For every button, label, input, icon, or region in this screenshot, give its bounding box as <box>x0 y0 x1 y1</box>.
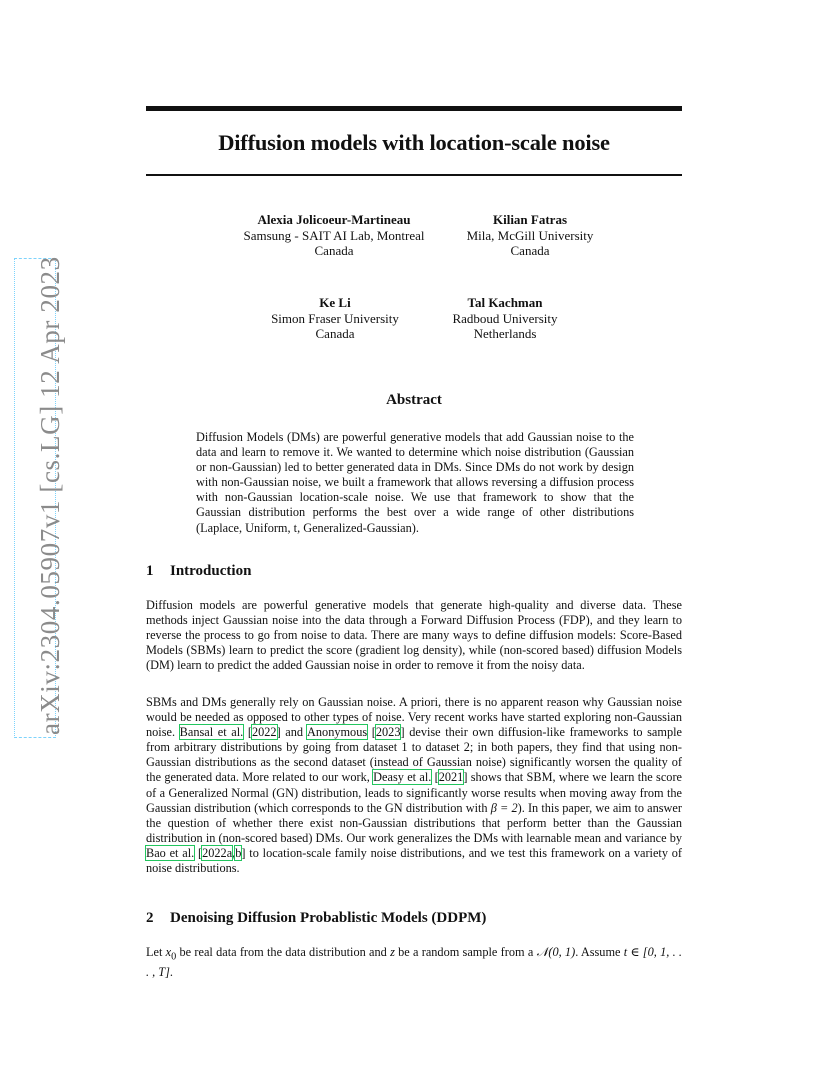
math-beta: β = 2 <box>490 800 518 815</box>
abstract-text: Diffusion Models (DMs) are powerful generative models that add Gaussian noise to the data and learn to remove it. We wanted to determine which noise distribution (Gaussian or non-Gaussian) led to better generated data in DMs. Since DMs do not work by design with non-Gaussian noise, we built a framework that allows reversing a diffusion process with non-Gaussian location-scale noise. We use that framework to show that the Gaussian distribution performs the best over a wide range of other distributions (Laplace, Uniform, t, Generalized-Gaussian). <box>196 430 634 535</box>
text-span: to location-scale family noise distributions, and we test this framework on a variety of noise distributions. <box>146 845 683 876</box>
title-bottom-rule <box>146 174 682 176</box>
citation-deasy-year[interactable]: 2021 <box>438 770 464 785</box>
section-heading-ddpm <box>146 910 486 927</box>
author-affiliation: Radboud University <box>452 310 558 326</box>
section-number: 2 <box>146 910 154 926</box>
text-span: . <box>169 964 173 979</box>
text-span: be real data from the data distribution and <box>176 945 391 959</box>
abstract-heading: Abstract <box>386 392 442 408</box>
citation-anonymous[interactable]: Anonymous <box>307 725 368 740</box>
math-subscript: 0 <box>171 951 177 963</box>
text-span: shows that SBM, where we learn the score of a Generalized Normal (GN) distribution, leads to significantly worse results when moving away from the Gaussian distribution (which corresponds to the GN distribution with <box>146 770 682 815</box>
title-top-rule <box>146 106 682 111</box>
section-number: 1 <box>146 563 154 579</box>
text-span: be a random sample from a <box>394 945 537 959</box>
math-normal: 𝒩(0, 1) <box>536 945 576 959</box>
author-block-1 <box>226 212 442 259</box>
citation-bansal[interactable]: Bansal et al. <box>179 725 244 740</box>
author-country: Canada <box>315 326 355 341</box>
text-span: devise their own diffusion-like frameworks to sample from arbitrary distributions by going from dataset 1 to dataset 2; in both papers, they find that using non-Gaussian distributions as the second dataset (instead of Gaussian noise) significantly worsen the quality of the generated data. More related to our work, <box>146 725 682 785</box>
section-title: Denoising Diffusion Probablistic Models (DDPM) <box>170 910 487 926</box>
citation-bansal-year[interactable]: 2022 <box>251 725 277 740</box>
math-x: x <box>165 945 172 959</box>
author-name: Alexia Jolicoeur-Martineau <box>257 212 411 227</box>
author-block-3 <box>260 295 410 342</box>
author-affiliation: Samsung - SAIT AI Lab, Montreal <box>243 227 425 243</box>
intro-paragraph-2: SBMs and DMs generally rely on Gaussian noise. A priori, there is no apparent reason why Gaussian noise would be needed as opposed to other types of noise. Very recent works have started exploring non-Gaussian noise. Bansal et al. [2022] and Anonymous [2023] devise their own diffusion-like frameworks to sample from arbitrary distributions by going from dataset 1 to dataset 2; in both papers, they find that using non-Gaussian distributions as the second dataset (instead of Gaussian noise) significantly worsen the quality of the generated data. More related to our work, Deasy et al. [2021] shows that SBM, where we learn the score of a Generalized Normal (GN) distribution, leads to significantly worse results when moving away from the Gaussian distribution (which corresponds to the GN distribution with β = 2). In this paper, we aim to answer the question of whether there exist non-Gaussian distributions that perform better than the Gaussian distribution in (non-scored based) DMs. Our work generalizes the DMs with learnable mean and variance by Bao et al. [2022a,b] to location-scale family noise distributions, and we test this framework on a variety of noise distributions. <box>146 695 683 876</box>
author-name: Ke Li <box>319 295 351 310</box>
author-name: Kilian Fatras <box>492 212 568 227</box>
author-block-2 <box>452 212 608 259</box>
citation-bao-year[interactable]: 2022a <box>202 845 233 860</box>
citation-bao-b[interactable]: b <box>235 845 242 860</box>
text-span: SBMs and DMs generally rely on Gaussian noise. A priori, there is no apparent reason why Gaussian noise would be needed as opposed to other types of noise. Very recent works have started exploring non-Gaussian noise. <box>146 695 682 740</box>
text-span: . Assume <box>575 945 624 959</box>
author-affiliation: Simon Fraser University <box>271 310 399 326</box>
arxiv-watermark: arXiv:2304.05907v1 [cs.LG] 12 Apr 2023 <box>35 256 65 735</box>
text-span: ). In this paper, we aim to answer the question of whether there exist non-Gaussian distributions that perform better than the Gaussian distribution in (non-scored based) DMs. Our work generalizes the DMs with learnable mean and variance by <box>146 800 682 845</box>
text-span: and <box>280 725 308 740</box>
citation-deasy[interactable]: Deasy et al. <box>373 770 432 785</box>
section-title: Introduction <box>170 563 252 579</box>
author-block-4 <box>440 295 570 342</box>
citation-bao[interactable]: Bao et al. <box>146 845 195 860</box>
math-z: z <box>390 945 395 959</box>
author-country: Netherlands <box>473 326 537 341</box>
author-name: Tal Kachman <box>467 295 543 310</box>
ddpm-paragraph <box>146 945 682 980</box>
author-country: Canada <box>510 243 550 258</box>
paper-title: Diffusion models with location-scale noise <box>218 130 610 155</box>
section-heading-introduction <box>146 563 251 580</box>
author-affiliation: Mila, McGill University <box>466 227 594 243</box>
citation-anonymous-year[interactable]: 2023 <box>375 725 401 740</box>
text-span: Let <box>146 945 166 959</box>
author-country: Canada <box>314 243 354 258</box>
intro-paragraph-1: Diffusion models are powerful generative models that generate high-quality and diverse data. These methods inject Gaussian noise into the data through a Forward Diffusion Process (FDP), and they learn to reverse the process to go from noise to data. There are many ways to define diffusion models: Score-Based Models (SBMs) learn to predict the score (gradient log density), while (non-scored based) diffusion Models (DM) learn to predict the added Gaussian noise in order to remove it from the noisy data. <box>146 598 682 673</box>
math-t-set: t ∈ [0, 1, . . . , T] <box>146 945 682 979</box>
